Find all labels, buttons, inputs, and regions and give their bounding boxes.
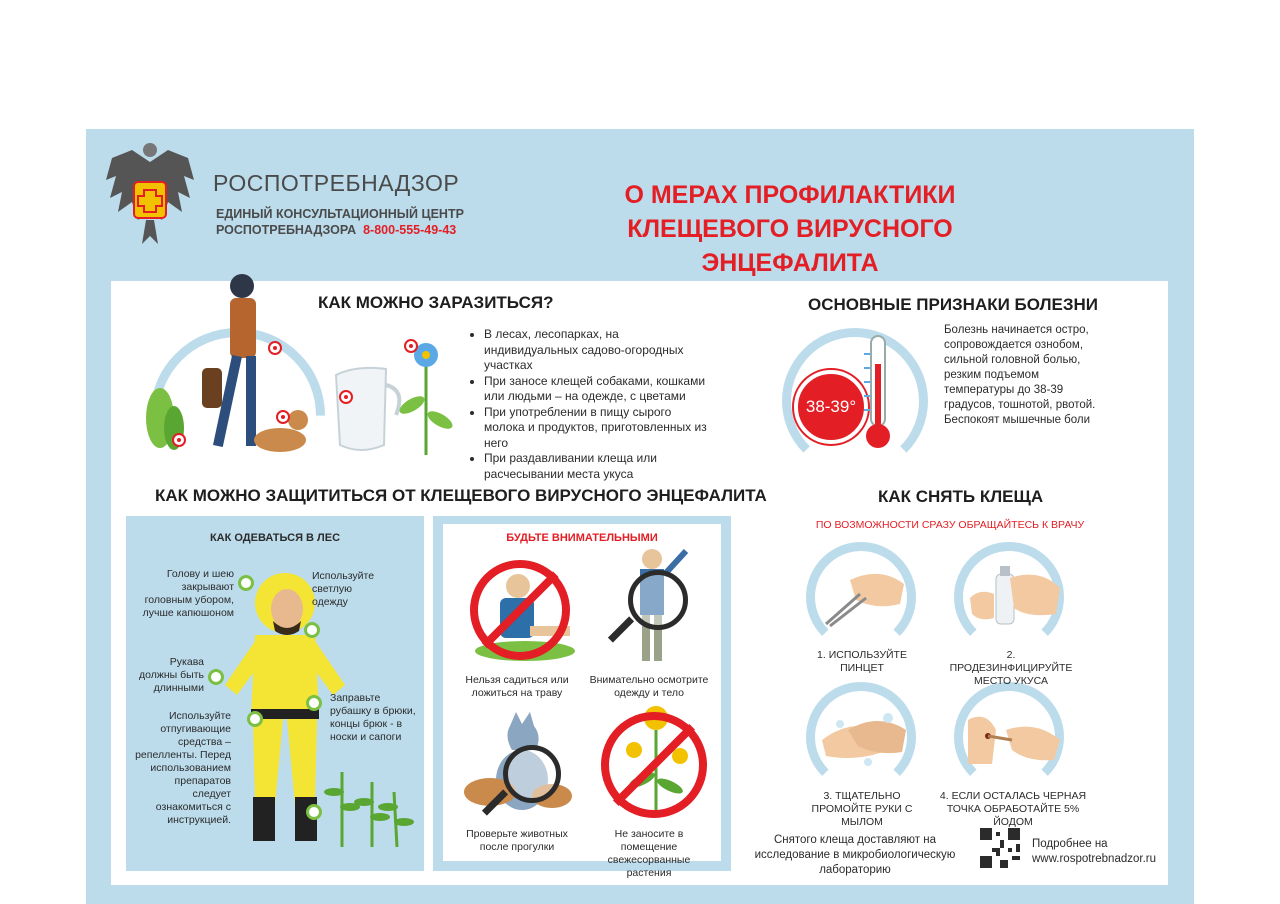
hotline-phone[interactable]: 8-800-555-49-43 (363, 223, 457, 237)
infection-item: • При раздавливании клеща или расчесывании места укуса (484, 451, 715, 482)
protection-heading: КАК МОЖНО ЗАЩИТИТЬСЯ ОТ КЛЕЩЕВОГО ВИРУСНОГО ЭНЦЕФАЛИТА (155, 486, 767, 505)
removal-step-4: 4. ЕСЛИ ОСТАЛАСЬ ЧЕРНАЯ ТОЧКА ОБРАБОТАЙТЕ 5% ЙОДОМ (939, 790, 1087, 828)
tip-inspect: Внимательно осмотрите одежду и тело (589, 674, 709, 699)
plant-illustration (322, 762, 417, 847)
lab-note: Снятого клеща доставляют на исследование в микробиологическую лабораторию (754, 834, 956, 876)
tick-marker (404, 339, 418, 353)
dress-tip-tuck: Заправьте рубашку в брюки, концы брюк - в носки и сапоги (330, 692, 416, 743)
body-marker (304, 622, 320, 638)
tick-marker (276, 410, 290, 424)
removal-step-2: 2. ПРОДЕЗИНФИЦИРУЙТЕ МЕСТО УКУСА (949, 649, 1073, 687)
consult-center-line2 (216, 222, 464, 238)
main-title-line1: О МЕРАХ ПРОФИЛАКТИКИ (624, 181, 956, 209)
symptoms-heading: ОСНОВНЫЕ ПРИЗНАКИ БОЛЕЗНИ (808, 295, 1098, 314)
symptoms-text: Болезнь начинается остро, сопровождается ознобом, сильной головной болью, резким подъемом температуры до 38-39 градусов, тошнотой, рвотой. Беспокоят мышечные боли (944, 324, 1096, 426)
dress-tip-sleeves: Рукава должны быть длинными (139, 656, 204, 694)
hiker-with-dog-illustration (140, 268, 340, 468)
main-title-line2: КЛЕЩЕВОГО ВИРУСНОГО ЭНЦЕФАЛИТА (627, 215, 953, 277)
tick-marker (172, 433, 186, 447)
dress-tip-light: Используйте светлую одежду (312, 570, 375, 608)
infection-item: • В лесах, лесопарках, на индивидуальных садово-огородных участках (484, 327, 715, 374)
tick-marker (268, 341, 282, 355)
more-info-label: Подробнее на (1032, 838, 1108, 850)
dress-heading: КАК ОДЕВАТЬСЯ В ЛЕС (209, 532, 341, 544)
consult-center-text (216, 206, 464, 238)
washing-hands-illustration (818, 700, 912, 772)
body-marker (306, 695, 322, 711)
tip-check-pets: Проверьте животных после прогулки (466, 828, 568, 853)
infection-item: • При употреблении в пищу сырого молока и продуктов, приготовленных из него (484, 405, 715, 452)
removal-step-3: 3. ТЩАТЕЛЬНО ПРОМОЙТЕ РУКИ С МЫЛОМ (811, 790, 913, 828)
org-name: РОСПОТРЕБНАДЗОР (213, 170, 460, 196)
prohibition-icon (470, 560, 570, 660)
disinfect-spray-illustration (966, 558, 1062, 634)
tip-no-plants: Не заносите в помещение свежесорванные растения (607, 828, 691, 879)
main-title (540, 178, 1040, 280)
removal-step-1: 1. ИСПОЛЬЗУЙТЕ ПИНЦЕТ (817, 649, 907, 674)
iodine-treatment-illustration (966, 700, 1062, 772)
magnifier-icon (503, 745, 561, 803)
magnifier-icon (628, 570, 688, 630)
dress-tip-repellent: Используйте отпугивающие средства – репелленты. Перед использованием препаратов следует ознакомиться с инструкцией. (135, 710, 231, 826)
infection-list (470, 327, 715, 482)
dress-tip-head: Голову и шею закрывают головным убором, лучше капюшоном (142, 568, 234, 619)
removal-subheading: ПО ВОЗМОЖНОСТИ СРАЗУ ОБРАЩАЙТЕСЬ К ВРАЧУ (815, 519, 1085, 531)
tip-no-sitting: Нельзя садиться или ложиться на траву (465, 674, 569, 699)
thermometer-icon (862, 334, 894, 452)
tweezers-hand-illustration (820, 560, 910, 630)
infection-item: • При заносе клещей собаками, кошками или людьми – на одежде, с цветами (484, 374, 715, 405)
website-link[interactable]: www.rospotrebnadzor.ru (1032, 853, 1157, 865)
body-marker (247, 711, 263, 727)
body-marker (306, 804, 322, 820)
body-marker (238, 575, 254, 591)
infection-heading: КАК МОЖНО ЗАРАЗИТЬСЯ? (318, 293, 554, 312)
consult-center-org: РОСПОТРЕБНАДЗОРА (216, 223, 357, 237)
prohibition-icon (601, 712, 707, 818)
consult-center-line1: ЕДИНЫЙ КОНСУЛЬТАЦИОННЫЙ ЦЕНТР (216, 207, 464, 221)
qr-code-icon[interactable] (980, 828, 1020, 868)
body-marker (208, 669, 224, 685)
removal-heading: КАК СНЯТЬ КЛЕЩА (878, 487, 1044, 506)
eagle-emblem-icon (102, 140, 198, 252)
attention-heading: БУДЬТЕ ВНИМАТЕЛЬНЫМИ (506, 532, 658, 544)
temperature-badge: 38-39° (794, 370, 868, 444)
tick-marker (339, 390, 353, 404)
